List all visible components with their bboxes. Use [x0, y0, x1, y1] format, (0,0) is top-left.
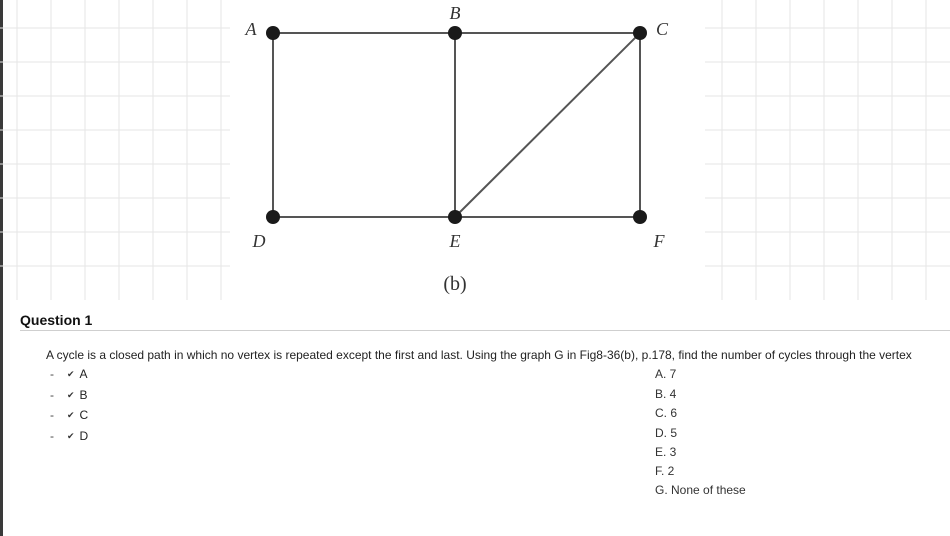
- answer-row-b: [50, 387, 91, 403]
- question-divider: [20, 330, 950, 331]
- answer-select-d[interactable]: [64, 428, 91, 444]
- answer-row-d: [50, 428, 91, 444]
- graph-vertex-d: [266, 210, 280, 224]
- vertex-label-f: F: [653, 231, 665, 251]
- answer-select-label: C: [79, 408, 89, 422]
- answer-row-a: [50, 366, 91, 382]
- vertex-label-e: E: [449, 231, 461, 251]
- answer-select-label: A: [79, 367, 88, 381]
- answer-select-label: B: [79, 388, 88, 402]
- answer-select-b[interactable]: [64, 387, 91, 403]
- chevron-down-icon: ✔: [67, 368, 75, 379]
- choice-b: B. 4: [655, 387, 677, 401]
- graph-vertex-c: [633, 26, 647, 40]
- graph-vertex-e: [448, 210, 462, 224]
- graph-vertex-f: [633, 210, 647, 224]
- vertex-label-c: C: [655, 19, 669, 39]
- choice-e: E. 3: [655, 445, 677, 459]
- question-title: Question 1: [20, 312, 93, 328]
- chevron-down-icon: ✔: [67, 430, 75, 441]
- answer-row-c: [50, 407, 91, 423]
- choice-d: D. 5: [655, 426, 678, 440]
- graph-vertex-b: [448, 26, 462, 40]
- graph-edge-ce: [455, 33, 640, 217]
- vertex-label-b: B: [449, 3, 461, 23]
- answer-select-a[interactable]: [64, 366, 91, 382]
- answer-dash: -: [50, 429, 54, 443]
- choice-f: F. 2: [655, 464, 675, 478]
- graph-vertex-a: [266, 26, 280, 40]
- answer-select-label: D: [79, 429, 89, 443]
- answer-select-c[interactable]: [64, 407, 91, 423]
- choice-g: G. None of these: [655, 483, 746, 497]
- answer-dash: -: [50, 367, 54, 381]
- chevron-down-icon: ✔: [67, 389, 75, 400]
- answer-dash: -: [50, 408, 54, 422]
- choice-c: C. 6: [655, 406, 678, 420]
- figure-caption: (b): [443, 273, 467, 295]
- answer-dash: -: [50, 388, 54, 402]
- vertex-label-d: D: [252, 231, 266, 251]
- vertex-label-a: A: [245, 19, 257, 39]
- choice-a: A. 7: [655, 367, 677, 381]
- chevron-down-icon: ✔: [67, 409, 75, 420]
- question-text: A cycle is a closed path in which no vertex is repeated except the first and last. Using the graph G in Fig8-36(b), p.178, find the number of cycles through the vertex: [46, 348, 912, 362]
